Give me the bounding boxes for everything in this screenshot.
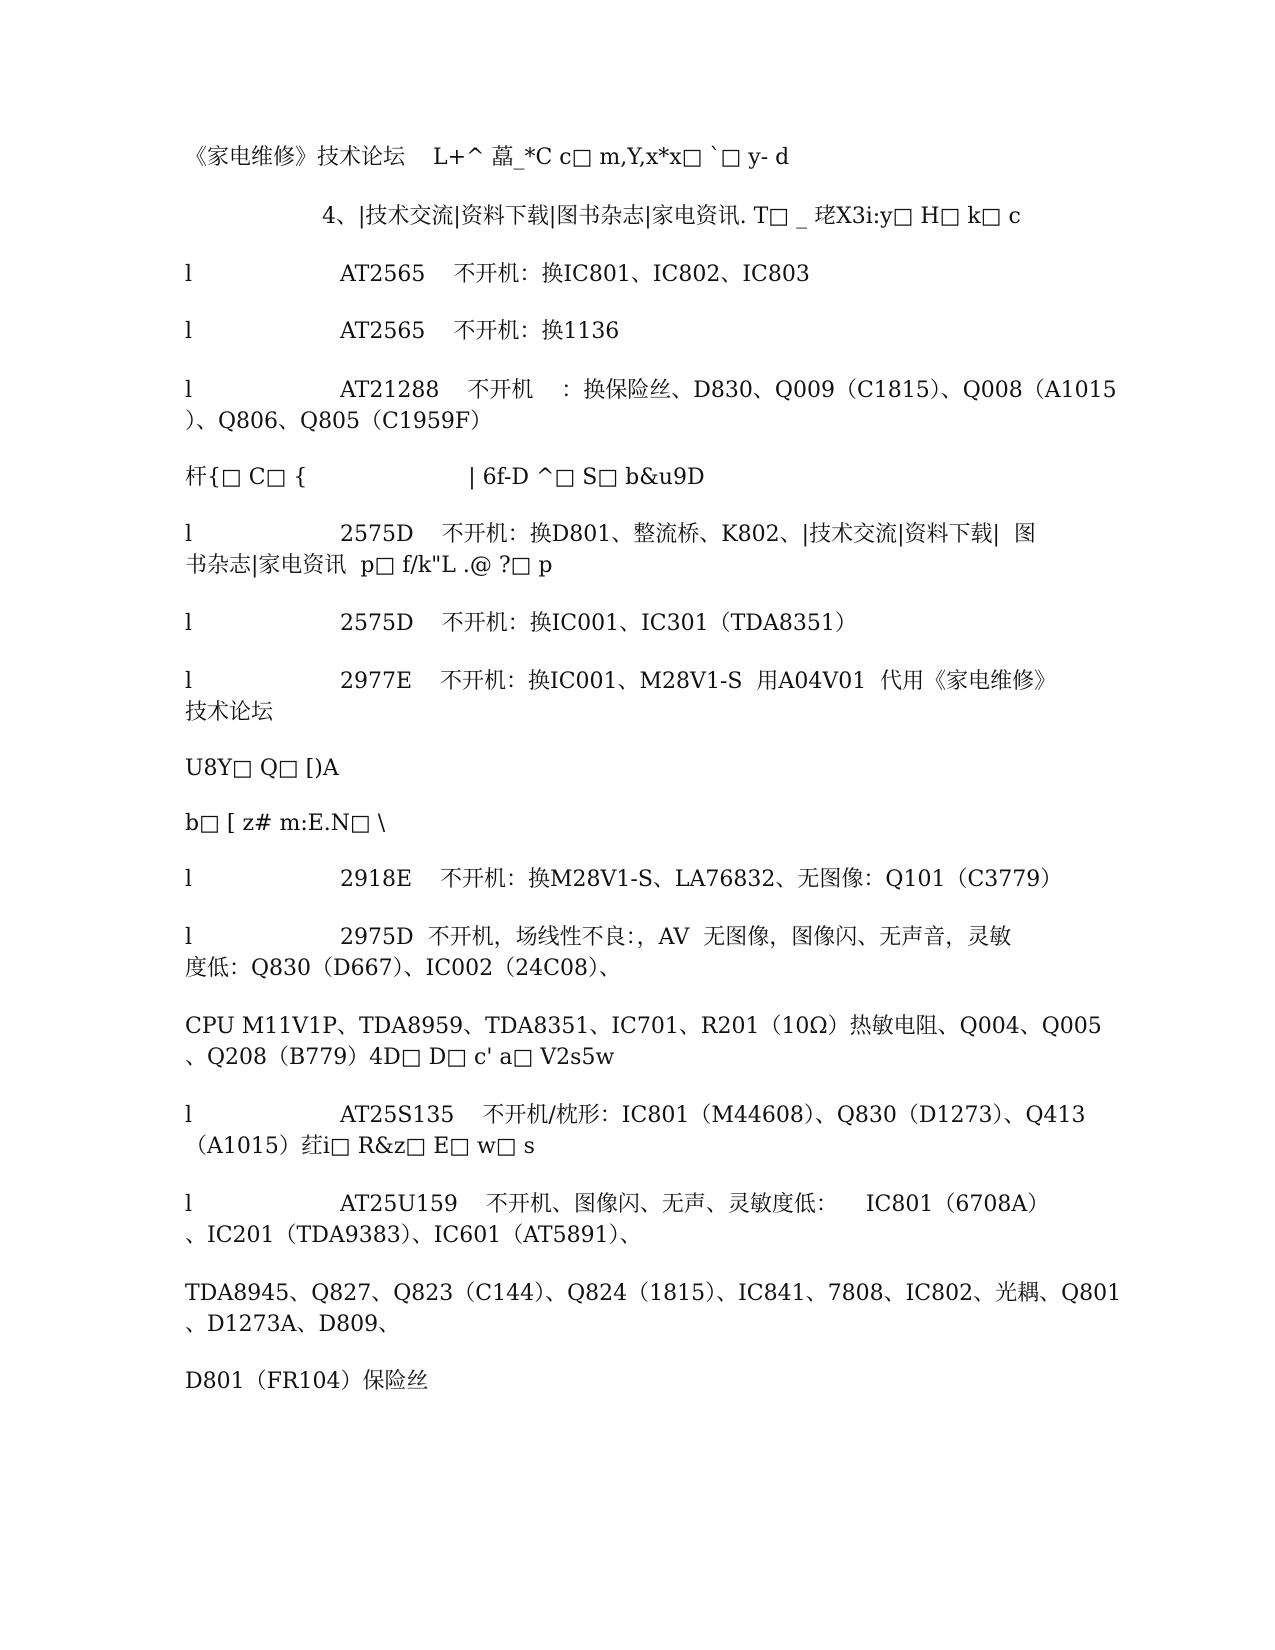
bullet-marker: l <box>185 262 193 287</box>
list-item: l AT2565 不开机：换IC801、IC802、IC803 <box>185 259 1135 291</box>
list-item: l 2975D 不开机，场线性不良：，AV 无图像，图像闪、无声音，灵敏 <box>185 922 1135 954</box>
list-item: l AT25U159 不开机、图像闪、无声、灵敏度低： IC801（6708A） <box>185 1189 1135 1221</box>
list-item: l AT21288 不开机 ：换保险丝、D830、Q009（C1815）、Q008（A1015 <box>185 375 1135 407</box>
list-item: l 2977E 不开机：换IC001、M28V1-S 用A04V01 代用《家电维修》 <box>185 666 1135 698</box>
forum-header-line: 《家电维修》技术论坛 L+^ 藠_*C c□ m,Y,x*x□ `□ y- d <box>185 145 790 170</box>
list-item-continuation: （A1015）荭i□ R&z□ E□ w□ s <box>185 1134 535 1159</box>
list-item: l 2575D 不开机：换D801、整流桥、K802、|技术交流|资料下载| 图 <box>185 519 1135 551</box>
list-item-continuation: ）、Q806、Q805（C1959F） <box>185 409 493 434</box>
bullet-marker: l <box>185 1103 193 1128</box>
garbled-line: b□ [ z# m:E.N□ \ <box>185 811 386 836</box>
list-item-continuation: 、IC201（TDA9383）、IC601（AT5891）、 <box>185 1223 642 1248</box>
garbled-line: 杆{□ C□ { | 6f-D ^□ S□ b&u9D <box>185 465 705 490</box>
bullet-marker: l <box>185 925 193 950</box>
list-item-continuation: 技术论坛 <box>185 700 274 725</box>
bullet-marker: l <box>185 378 193 403</box>
bullet-marker: l <box>185 611 193 636</box>
parts-line: TDA8945、Q827、Q823（C144）、Q824（1815）、IC841、7808、IC802、光耦、Q801 <box>185 1281 1122 1306</box>
bullet-marker: l <box>185 522 193 547</box>
list-item: l AT25S135 不开机/枕形：IC801（M44608）、Q830（D1273）、Q413 <box>185 1100 1135 1132</box>
parts-line-continuation: 、D1273A、D809、 <box>185 1312 401 1337</box>
list-item: l 2575D 不开机：换IC001、IC301（TDA8351） <box>185 608 1135 640</box>
garbled-line: U8Y□ Q□ [)A <box>185 756 339 781</box>
parts-line: CPU M11V1P、TDA8959、TDA8351、IC701、R201（10Ω）热敏电阻、Q004、Q005 <box>185 1014 1102 1039</box>
list-item-continuation: 书杂志|家电资讯 p□ f/k"L .@ ?□ p <box>185 553 553 578</box>
list-item: l 2918E 不开机：换M28V1-S、LA76832、无图像：Q101（C3779） <box>185 864 1135 896</box>
parts-line-continuation: 、Q208（B779）4D□ D□ c' a□ V2s5w <box>185 1045 615 1070</box>
bullet-marker: l <box>185 319 193 344</box>
bullet-marker: l <box>185 1192 193 1217</box>
parts-line: D801（FR104）保险丝 <box>185 1369 429 1394</box>
section-4-line: 4、|技术交流|资料下载|图书杂志|家电资讯. T□ _ 珯X3i:y□ H□ k□ c <box>322 204 1021 229</box>
list-item-continuation: 度低：Q830（D667）、IC002（24C08）、 <box>185 956 621 981</box>
list-item: l AT2565 不开机：换1136 <box>185 316 1135 348</box>
bullet-marker: l <box>185 867 193 892</box>
bullet-marker: l <box>185 669 193 694</box>
